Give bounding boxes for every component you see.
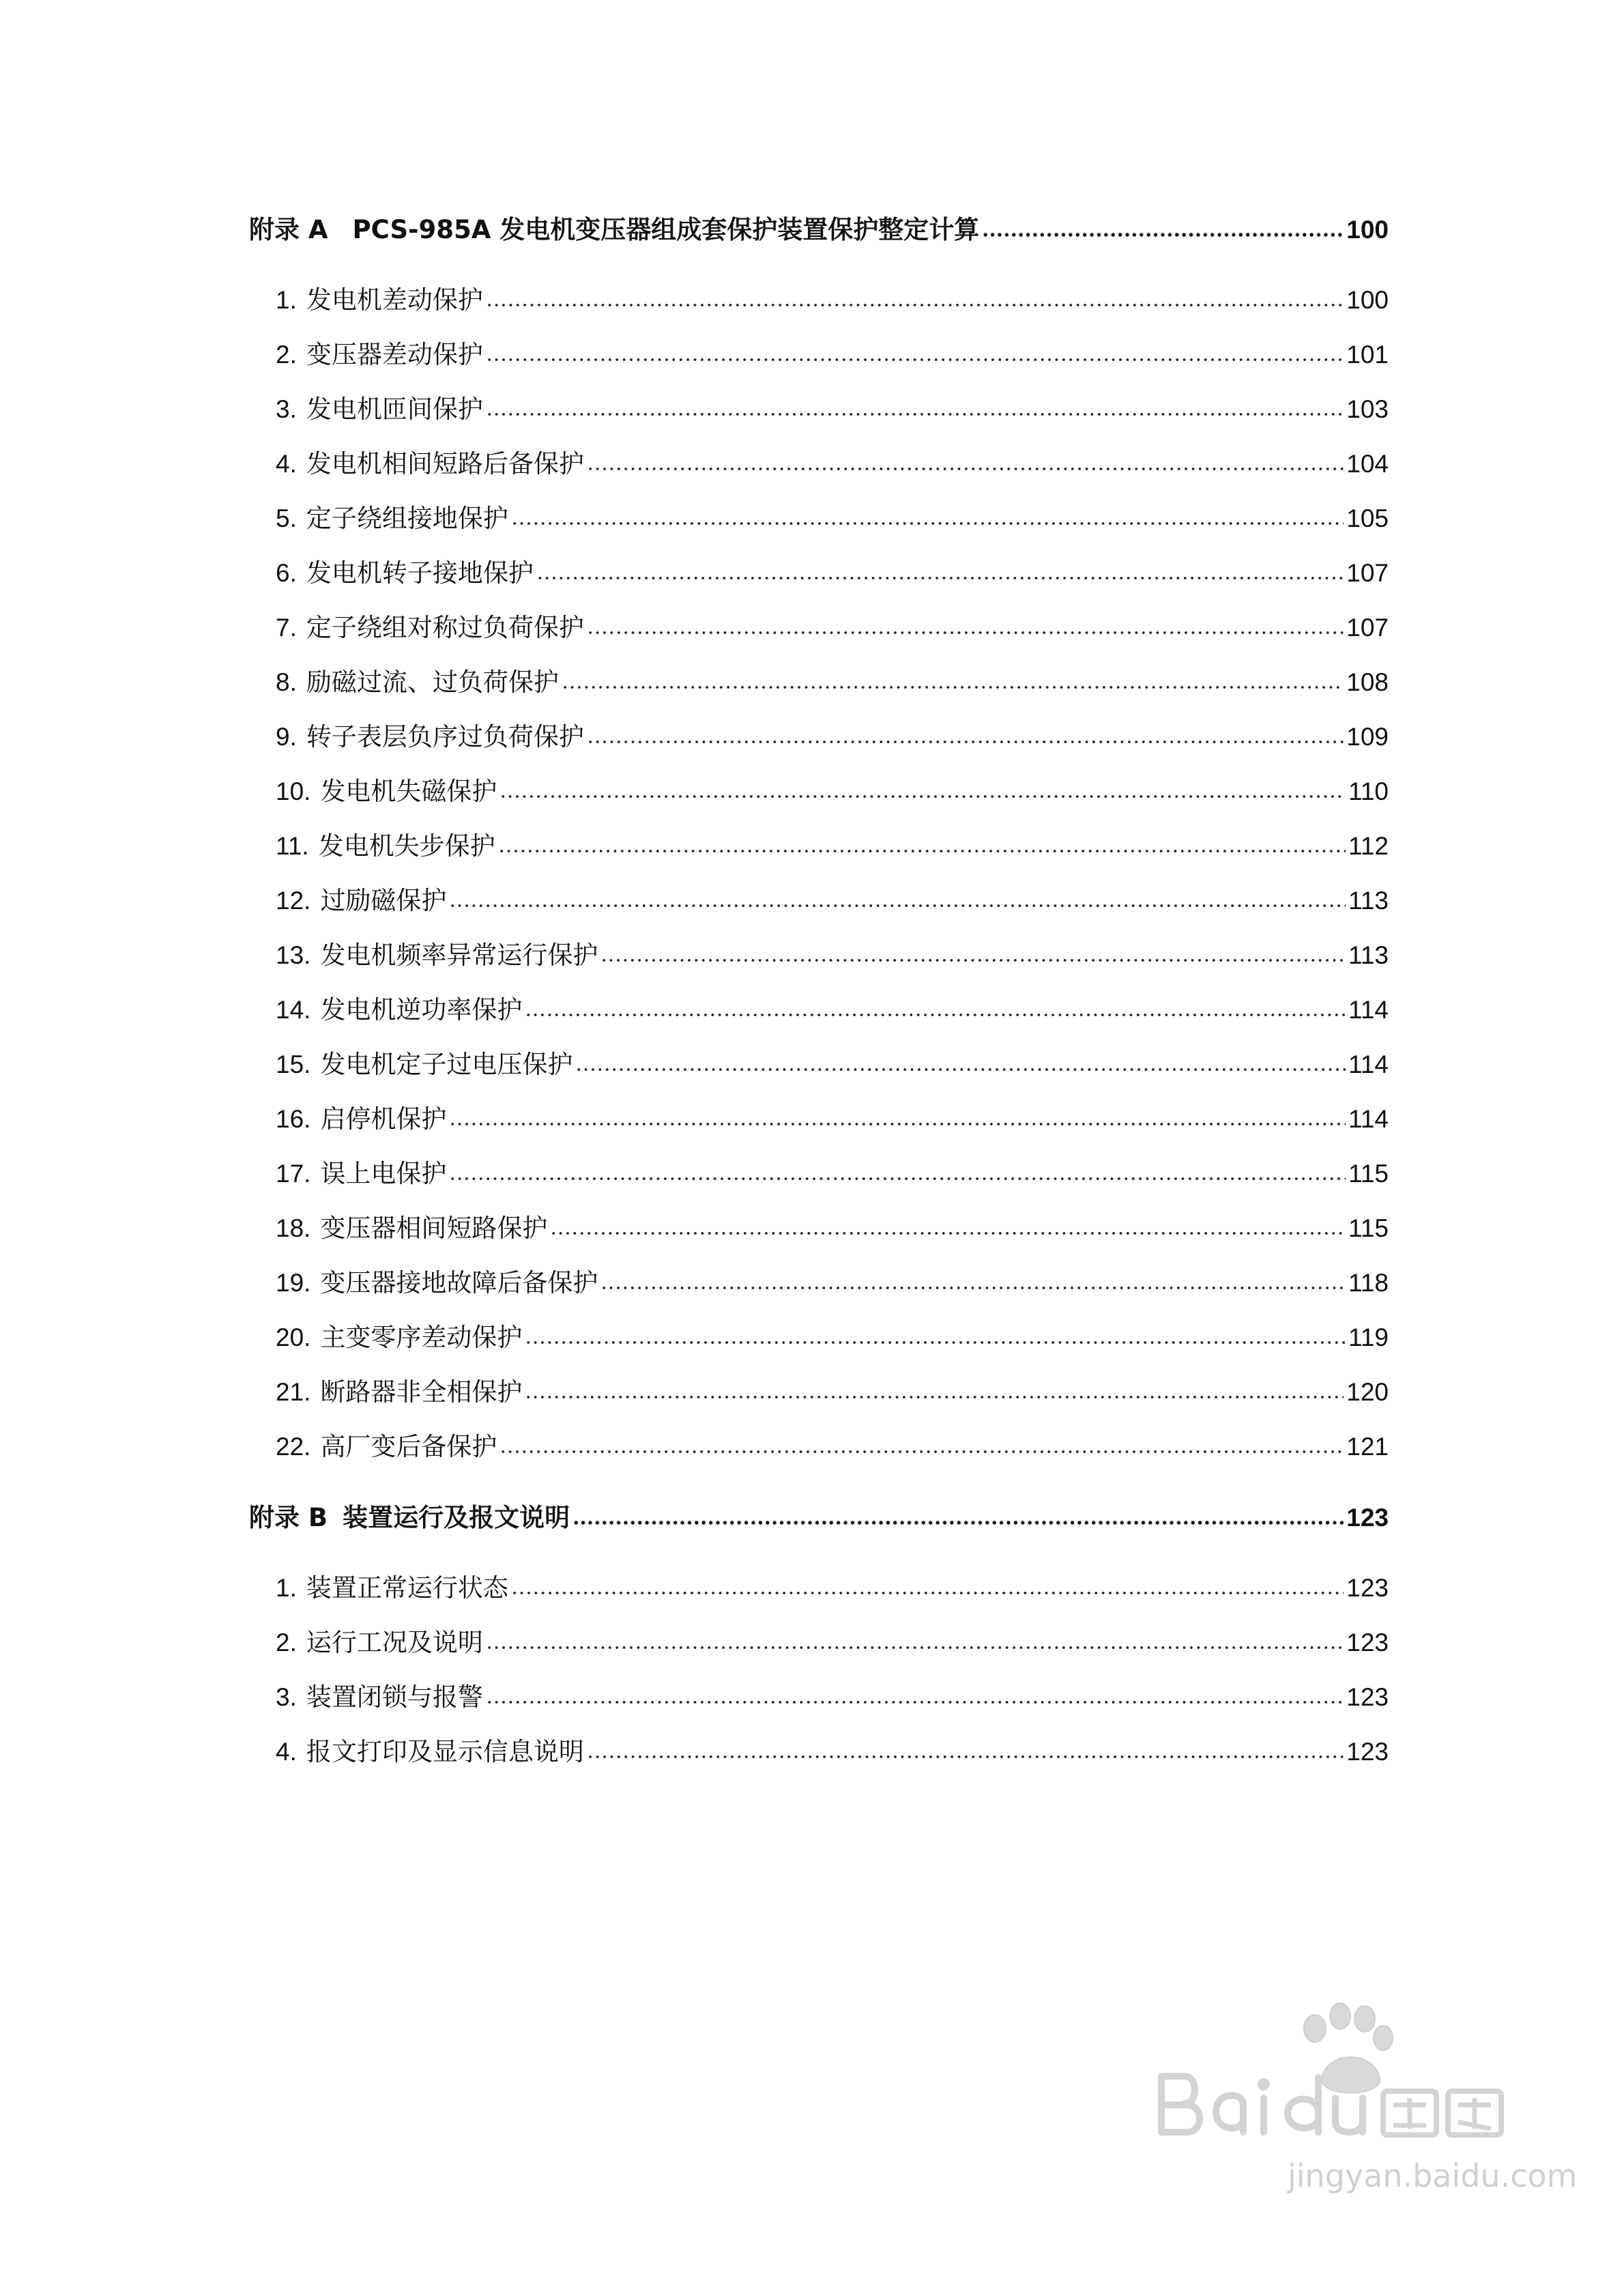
page-number: 104 [1346,450,1389,478]
dot-leader [575,1066,1346,1073]
page-number: 103 [1346,395,1389,423]
dot-leader [600,1285,1346,1291]
item-number: 14. [276,996,311,1024]
dot-leader [600,957,1346,964]
dot-leader [525,1339,1346,1346]
item-number: 16. [276,1105,311,1133]
toc-item[interactable] [276,1619,1389,1667]
page-number: 121 [1346,1433,1389,1461]
item-number: 3. [276,395,297,423]
item-title: 主变零序差动保护 [320,1323,523,1352]
page-number: 118 [1348,1269,1389,1297]
toc-item[interactable] [276,932,1389,979]
item-number: 20. [276,1323,311,1351]
page-number: 114 [1348,1050,1389,1078]
item-title: 发电机频率异常运行保护 [320,941,598,970]
page-number: 109 [1346,723,1389,751]
dot-leader [499,793,1346,800]
dot-leader [587,465,1344,472]
dot-leader [536,575,1344,582]
dot-leader [550,1230,1346,1237]
page-number: 120 [1346,1378,1389,1406]
toc-item[interactable] [276,1314,1389,1362]
dot-leader [982,231,1344,238]
dot-leader [486,302,1344,308]
item-title: 装置正常运行状态 [306,1573,508,1603]
toc-item[interactable] [276,1095,1389,1143]
item-title: 运行工况及说明 [306,1628,483,1657]
toc-item[interactable] [276,1041,1389,1089]
toc-item[interactable] [276,1150,1389,1198]
dot-leader [587,738,1344,745]
dot-leader [486,1644,1344,1651]
item-number: 11. [276,832,309,860]
item-title: 转子表层负序过负荷保护 [306,722,584,751]
item-number: 19. [276,1269,311,1297]
item-title: 启停机保护 [320,1104,447,1134]
dot-leader [486,356,1344,363]
page-number: 114 [1348,996,1389,1024]
toc-item[interactable] [276,877,1389,925]
page-number: 107 [1346,559,1389,587]
item-number: 7. [276,614,297,642]
item-number: 1. [276,1574,297,1602]
item-title: 变压器相间短路保护 [320,1214,548,1243]
dot-leader [449,1175,1346,1182]
baidu-jingyan-watermark [1148,1996,1578,2200]
heading-prefix: 附录 B [249,1503,328,1532]
item-title: 发电机匝间保护 [306,394,483,424]
page-number: 115 [1348,1214,1389,1242]
item-title: 高厂变后备保护 [320,1432,497,1461]
item-number: 2. [276,1628,297,1656]
page-number: 123 [1346,1738,1389,1766]
dot-leader [486,1699,1344,1706]
item-number: 1. [276,286,297,314]
dot-leader [449,1121,1346,1128]
item-number: 6. [276,559,297,587]
item-title: 励磁过流、过负荷保护 [306,668,559,697]
toc-item[interactable] [276,1423,1389,1471]
page-number: 110 [1348,777,1389,805]
item-number: 10. [276,777,311,805]
toc-item[interactable] [276,1728,1389,1776]
item-number: 5. [276,504,297,532]
toc-item[interactable] [276,768,1389,816]
item-number: 3. [276,1683,297,1711]
toc-item[interactable] [276,495,1389,543]
item-number: 9. [276,723,297,751]
item-title: 定子绕组对称过负荷保护 [306,613,584,642]
toc-item[interactable] [276,276,1389,324]
toc-item[interactable] [276,1259,1389,1307]
item-title: 变压器差动保护 [306,340,483,369]
item-number: 4. [276,450,297,478]
heading-title: PCS-985A 发电机变压器组成套保护装置保护整定计算 [352,215,980,244]
page-number: 108 [1346,668,1389,696]
item-title: 变压器接地故障后备保护 [320,1268,598,1297]
page-number: 119 [1348,1323,1389,1351]
toc-item[interactable] [276,822,1389,870]
watermark-url: jingyan.baidu.com [1288,2157,1578,2194]
toc-item[interactable] [276,1205,1389,1252]
item-title: 发电机转子接地保护 [306,558,534,588]
item-number: 15. [276,1050,311,1078]
item-title: 断路器非全相保护 [320,1377,523,1407]
item-title: 发电机定子过电压保护 [320,1050,573,1079]
dot-leader [572,1519,1344,1526]
page-number: 123 [1346,1683,1389,1711]
toc-item[interactable] [276,1368,1389,1416]
item-title: 误上电保护 [320,1159,447,1188]
dot-leader [562,684,1344,691]
dot-leader [525,1011,1346,1018]
heading-title: 装置运行及报文说明 [343,1503,570,1532]
page-number: 123 [1346,1628,1389,1656]
dot-leader [449,902,1346,909]
dot-leader [486,411,1344,418]
toc-item[interactable] [276,386,1389,433]
toc-heading-appendix-b[interactable] [249,1494,1389,1542]
item-number: 17. [276,1160,311,1188]
item-number: 4. [276,1738,297,1766]
item-number: 18. [276,1214,311,1242]
item-number: 2. [276,341,297,369]
toc-item[interactable] [276,713,1389,761]
toc-item[interactable] [276,604,1389,652]
toc-item[interactable] [276,986,1389,1034]
heading-prefix: 附录 A [249,215,328,244]
item-number: 22. [276,1433,311,1461]
page-number: 107 [1346,614,1389,642]
item-title: 过励磁保护 [320,886,447,915]
dot-leader [498,848,1346,855]
page-number: 123 [1346,1504,1389,1532]
dot-leader [499,1448,1344,1455]
page-number: 100 [1346,216,1389,244]
page-number: 123 [1346,1574,1389,1602]
item-number: 13. [276,941,311,969]
toc-item[interactable] [276,659,1389,706]
page-number: 114 [1348,1105,1389,1133]
item-title: 发电机逆功率保护 [320,995,523,1024]
item-number: 21. [276,1378,311,1406]
page-number: 113 [1348,887,1389,915]
item-title: 发电机相间短路后备保护 [306,449,584,478]
item-title: 发电机失磁保护 [320,777,497,806]
toc-item[interactable] [276,1564,1389,1612]
item-number: 8. [276,668,297,696]
item-title: 装置闭锁与报警 [306,1682,483,1712]
item-title: 发电机失步保护 [318,831,495,861]
heading-label [249,1494,570,1542]
dot-leader [511,1590,1344,1596]
item-title: 报文打印及显示信息说明 [306,1737,584,1766]
dot-leader [511,520,1344,527]
toc-item[interactable] [276,440,1389,488]
toc-item[interactable] [276,331,1389,379]
page-number: 112 [1348,832,1389,860]
item-number: 12. [276,887,311,915]
page-number: 115 [1348,1160,1389,1188]
page-number: 101 [1346,341,1389,369]
heading-label [249,206,979,254]
dot-leader [587,1753,1344,1760]
page-number: 100 [1346,286,1389,314]
page-number: 113 [1348,941,1389,969]
dot-leader [525,1394,1344,1401]
toc-heading-appendix-a[interactable] [249,206,1389,254]
toc-item[interactable] [276,1674,1389,1721]
baidu-paw-logo-icon [1148,1996,1578,2200]
dot-leader [587,629,1344,636]
item-title: 发电机差动保护 [306,285,483,315]
page-number: 105 [1346,504,1389,532]
toc-item[interactable] [276,549,1389,597]
item-title: 定子绕组接地保护 [306,504,508,533]
